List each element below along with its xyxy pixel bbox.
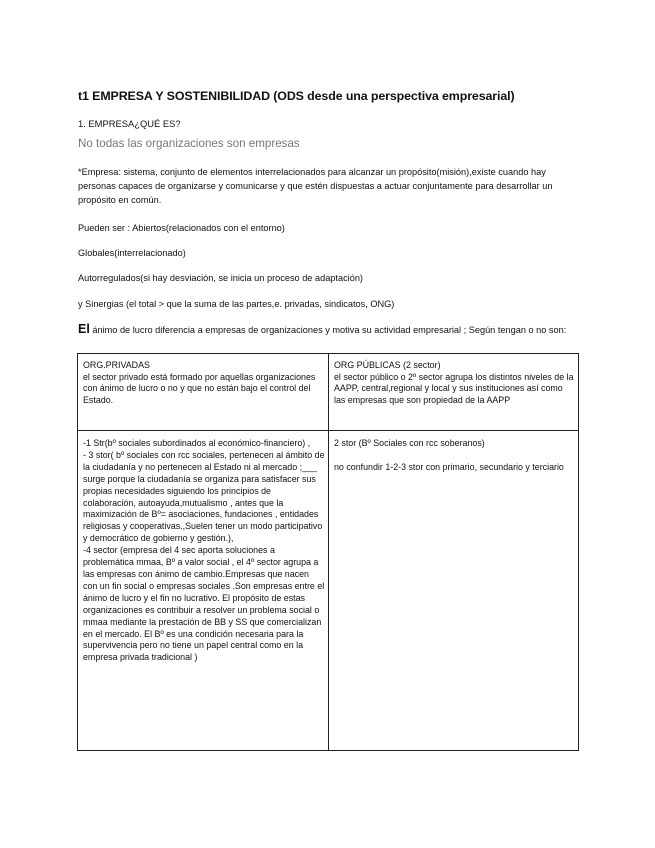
organizations-table bbox=[77, 353, 579, 751]
profit-paragraph bbox=[78, 323, 578, 337]
definition-paragraph: *Empresa: sistema, conjunto de elementos interrelacionados para alcanzar un propósito(misión),existe cuando hay personas capaces de organizarse y comunicarse y que estén dispuestas a actuar conjuntamente para desarrollar un propósito en común. bbox=[78, 167, 553, 205]
public-header: ORG PÚBLICAS (2 sector) bbox=[334, 360, 441, 370]
type-synergy: y Sinergias (el total > que la suma de las partes,e. privadas, sindicatos, ONG) bbox=[78, 299, 395, 309]
private-sector-4: -4 sector (empresa del 4 sec aporta soluciones a problemática mmaa, Bº a valor social , el 4º sector agrupa a las empresas con ánimo de cambio.Empresas que nacen con un fin social o empresas sociales .Son empresas entre el ánimo de lucro y el fin no lucrativo. El propósito de estas organizaciones es contribuir a resolver un problema social o mmaa mediante la prestación de BB y SS que comercializan en el mercado. El Bº es una condición necesaria para la supervivencia pero no tiene un papel central como en la empresa privada tradicional ) bbox=[83, 545, 325, 663]
public-sector-2: 2 stor (Bº Sociales con rcc soberanos) bbox=[334, 438, 485, 448]
profit-lead: El bbox=[78, 322, 90, 336]
document-title: t1 EMPRESA Y SOSTENIBILIDAD (ODS desde una perspectiva empresarial) bbox=[78, 89, 515, 103]
private-header: ORG.PRIVADAS bbox=[83, 360, 150, 370]
private-sector-3: - 3 stor( bº sociales con rcc sociales, pertenecen al ámbito de la ciudadanía y no pertenecen al Estado ni al mercado ;___ surge porque la ciudadanía se organiza para satisfacer sus propias necesidades siguiendo los principios de colaboración, autoayuda,mutualismo , antes que la maximización de Bº= asociaciones, fundaciones , entidades religiosas y cooperativas.,Suelen tener un modo participativo y democrático de gobierno y gestión.), bbox=[83, 449, 325, 544]
cell-public-header bbox=[334, 360, 574, 406]
table-column-divider bbox=[328, 354, 329, 750]
types-intro: Pueden ser : Abiertos(relacionados con el entorno) bbox=[78, 223, 285, 233]
cell-spacer bbox=[334, 450, 574, 462]
public-note: no confundir 1-2-3 stor con primario, secundario y terciario bbox=[334, 461, 564, 472]
cell-private-sectors bbox=[83, 438, 325, 664]
private-sector-1: -1 Str(bº sociales subordinados al económico-financiero) , bbox=[83, 438, 311, 448]
type-global: Globales(interrelacionado) bbox=[78, 248, 186, 258]
section-subtitle: No todas las organizaciones son empresas bbox=[78, 137, 300, 150]
cell-public-sectors bbox=[334, 438, 574, 473]
private-description: el sector privado está formado por aquellas organizaciones con ánimo de lucro o no y que no están bajo el control del Estado. bbox=[83, 371, 316, 405]
table-row-divider bbox=[78, 430, 578, 431]
section-heading: 1. EMPRESA¿QUÉ ES? bbox=[78, 118, 181, 129]
profit-text: ánimo de lucro diferencia a empresas de organizaciones y motiva su actividad empresarial ; Según tengan o no son: bbox=[89, 325, 567, 335]
cell-private-header bbox=[83, 360, 323, 406]
type-autoregulated: Autorregulados(si hay desviación, se inicia un proceso de adaptación) bbox=[78, 273, 363, 283]
public-description: el sector público o 2º sector agrupa los distintos niveles de la AAPP, central,regional y local y sus instituciones así como las empresas que son propiedad de la AAPP bbox=[334, 371, 574, 405]
